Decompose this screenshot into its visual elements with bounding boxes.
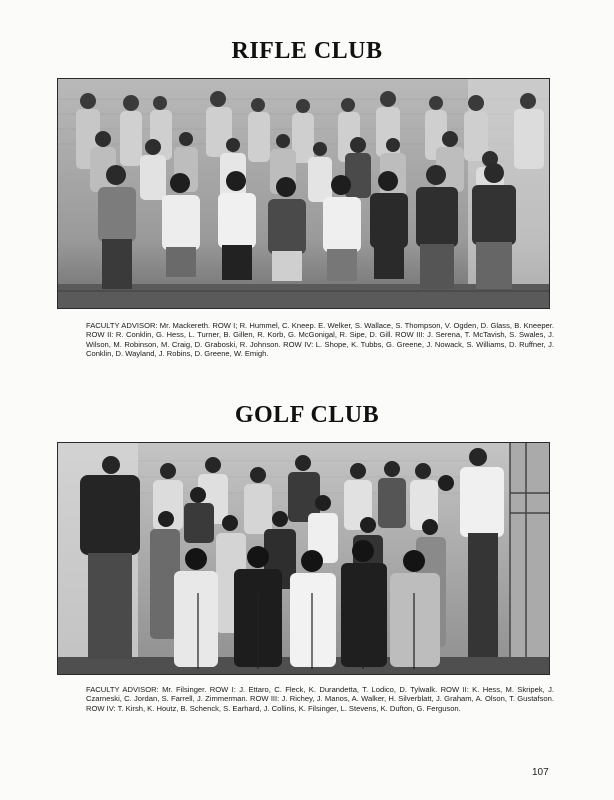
rifle-club-photo [57, 78, 550, 309]
golf-club-photo-image [58, 443, 549, 674]
golf-club-photo [57, 442, 550, 675]
golf-club-caption: FACULTY ADVISOR: Mr. Filsinger. ROW I: J. Ettaro, C. Fleck, K. Durandetta, T. Lodico, D. Tylwalk. ROW II: K. Hess, M. Skripek, J. Czarneski, C. Jordan, S. Farrell, J. Zimmerman. ROW III: J. Richey, J. Manos, A. Walker, H. Silverblatt, J. Graham, A. Olson, T. Gustafson. ROW IV: T. Kirsh, K. Houtz, B. Schenck, S. Earhard, J. Collins, K. Filsinger, L. Stevens, K. Dufton, G. Ferguson. [86, 685, 554, 713]
golf-club-title: GOLF CLUB [234, 402, 380, 428]
rifle-club-title: RIFLE CLUB [231, 38, 383, 64]
page-number: 107 [532, 767, 549, 778]
rifle-club-caption: FACULTY ADVISOR: Mr. Mackereth. ROW I; R. Hummel, C. Kneep. E. Welker, S. Wallace, S. Thompson, V. Ogden, D. Glass, B. Kneeper. ROW II: R. Conklin, G. Hess, L. Turner, B. Gillen, R. Korb, G. McGonigal, R. Sipe, D. Gill. ROW III: J. Serena, T. McTavish, S. Swales, J. Wilson, M. Robinson, M. Craig, D. Graboski, R. Johnson. ROW IV: L. Shope, K. Tubbs, G. Greene, J. Nowack, S. Williams, D. Ruffner, J. Conklin, D. Wayland, J. Robins, D. Greene, W. Emigh. [86, 321, 554, 359]
rifle-club-photo-image [58, 79, 549, 308]
